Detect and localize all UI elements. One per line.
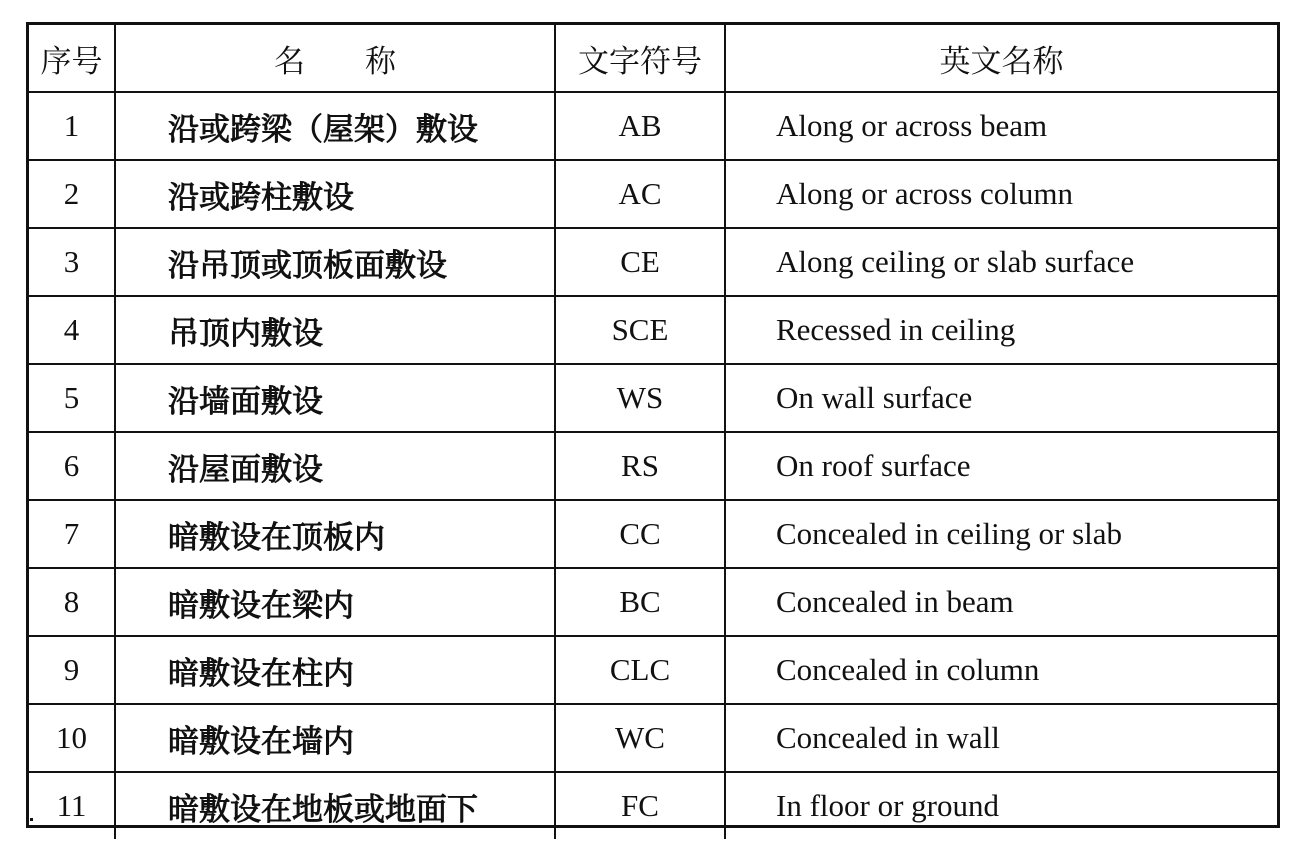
header-code: 文字符号 [555, 25, 725, 92]
header-index: 序号 [29, 25, 115, 92]
cell-name: 沿屋面敷设 [115, 432, 555, 500]
header-name-part1: 名 [274, 43, 305, 80]
cell-name: 暗敷设在顶板内 [115, 500, 555, 568]
table-row [29, 500, 1277, 568]
cell-name: 吊顶内敷设 [115, 296, 555, 364]
cell-name: 暗敷设在梁内 [115, 568, 555, 636]
cell-code: WS [555, 364, 725, 432]
cell-name: 沿吊顶或顶板面敷设 [115, 228, 555, 296]
cell-code: CLC [555, 636, 725, 704]
cell-index: 1 [29, 92, 115, 160]
cell-index: 6 [29, 432, 115, 500]
cell-english: In floor or ground [725, 772, 1277, 839]
scan-artifact-dot [30, 818, 33, 821]
table-row [29, 92, 1277, 160]
table-row [29, 704, 1277, 772]
cell-english: Concealed in wall [725, 704, 1277, 772]
header-name [115, 25, 555, 92]
cell-code: RS [555, 432, 725, 500]
table [29, 25, 1277, 839]
table-row [29, 228, 1277, 296]
cell-index: 3 [29, 228, 115, 296]
table-header-row [29, 25, 1277, 92]
wiring-method-table [26, 22, 1280, 828]
table-row [29, 636, 1277, 704]
cell-english: Along ceiling or slab surface [725, 228, 1277, 296]
cell-name: 暗敷设在墙内 [115, 704, 555, 772]
cell-name: 沿或跨梁（屋架）敷设 [115, 92, 555, 160]
table-row [29, 432, 1277, 500]
table-row [29, 568, 1277, 636]
cell-code: BC [555, 568, 725, 636]
cell-english: On roof surface [725, 432, 1277, 500]
cell-code: AC [555, 160, 725, 228]
cell-english: Along or across beam [725, 92, 1277, 160]
cell-index: 11 [29, 772, 115, 839]
cell-name: 沿或跨柱敷设 [115, 160, 555, 228]
cell-index: 10 [29, 704, 115, 772]
cell-code: FC [555, 772, 725, 839]
table-row [29, 772, 1277, 839]
header-name-part2: 称 [365, 43, 396, 80]
cell-index: 5 [29, 364, 115, 432]
cell-code: CC [555, 500, 725, 568]
cell-index: 7 [29, 500, 115, 568]
cell-name: 暗敷设在地板或地面下 [115, 772, 555, 839]
cell-english: Concealed in beam [725, 568, 1277, 636]
cell-english: Along or across column [725, 160, 1277, 228]
cell-index: 2 [29, 160, 115, 228]
table-row [29, 296, 1277, 364]
header-english: 英文名称 [725, 25, 1277, 92]
cell-code: SCE [555, 296, 725, 364]
cell-index: 9 [29, 636, 115, 704]
cell-index: 4 [29, 296, 115, 364]
cell-english: Recessed in ceiling [725, 296, 1277, 364]
cell-name: 暗敷设在柱内 [115, 636, 555, 704]
cell-english: Concealed in column [725, 636, 1277, 704]
table-row [29, 364, 1277, 432]
cell-code: AB [555, 92, 725, 160]
cell-english: On wall surface [725, 364, 1277, 432]
cell-code: WC [555, 704, 725, 772]
cell-english: Concealed in ceiling or slab [725, 500, 1277, 568]
cell-name: 沿墙面敷设 [115, 364, 555, 432]
cell-code: CE [555, 228, 725, 296]
cell-index: 8 [29, 568, 115, 636]
table-row [29, 160, 1277, 228]
